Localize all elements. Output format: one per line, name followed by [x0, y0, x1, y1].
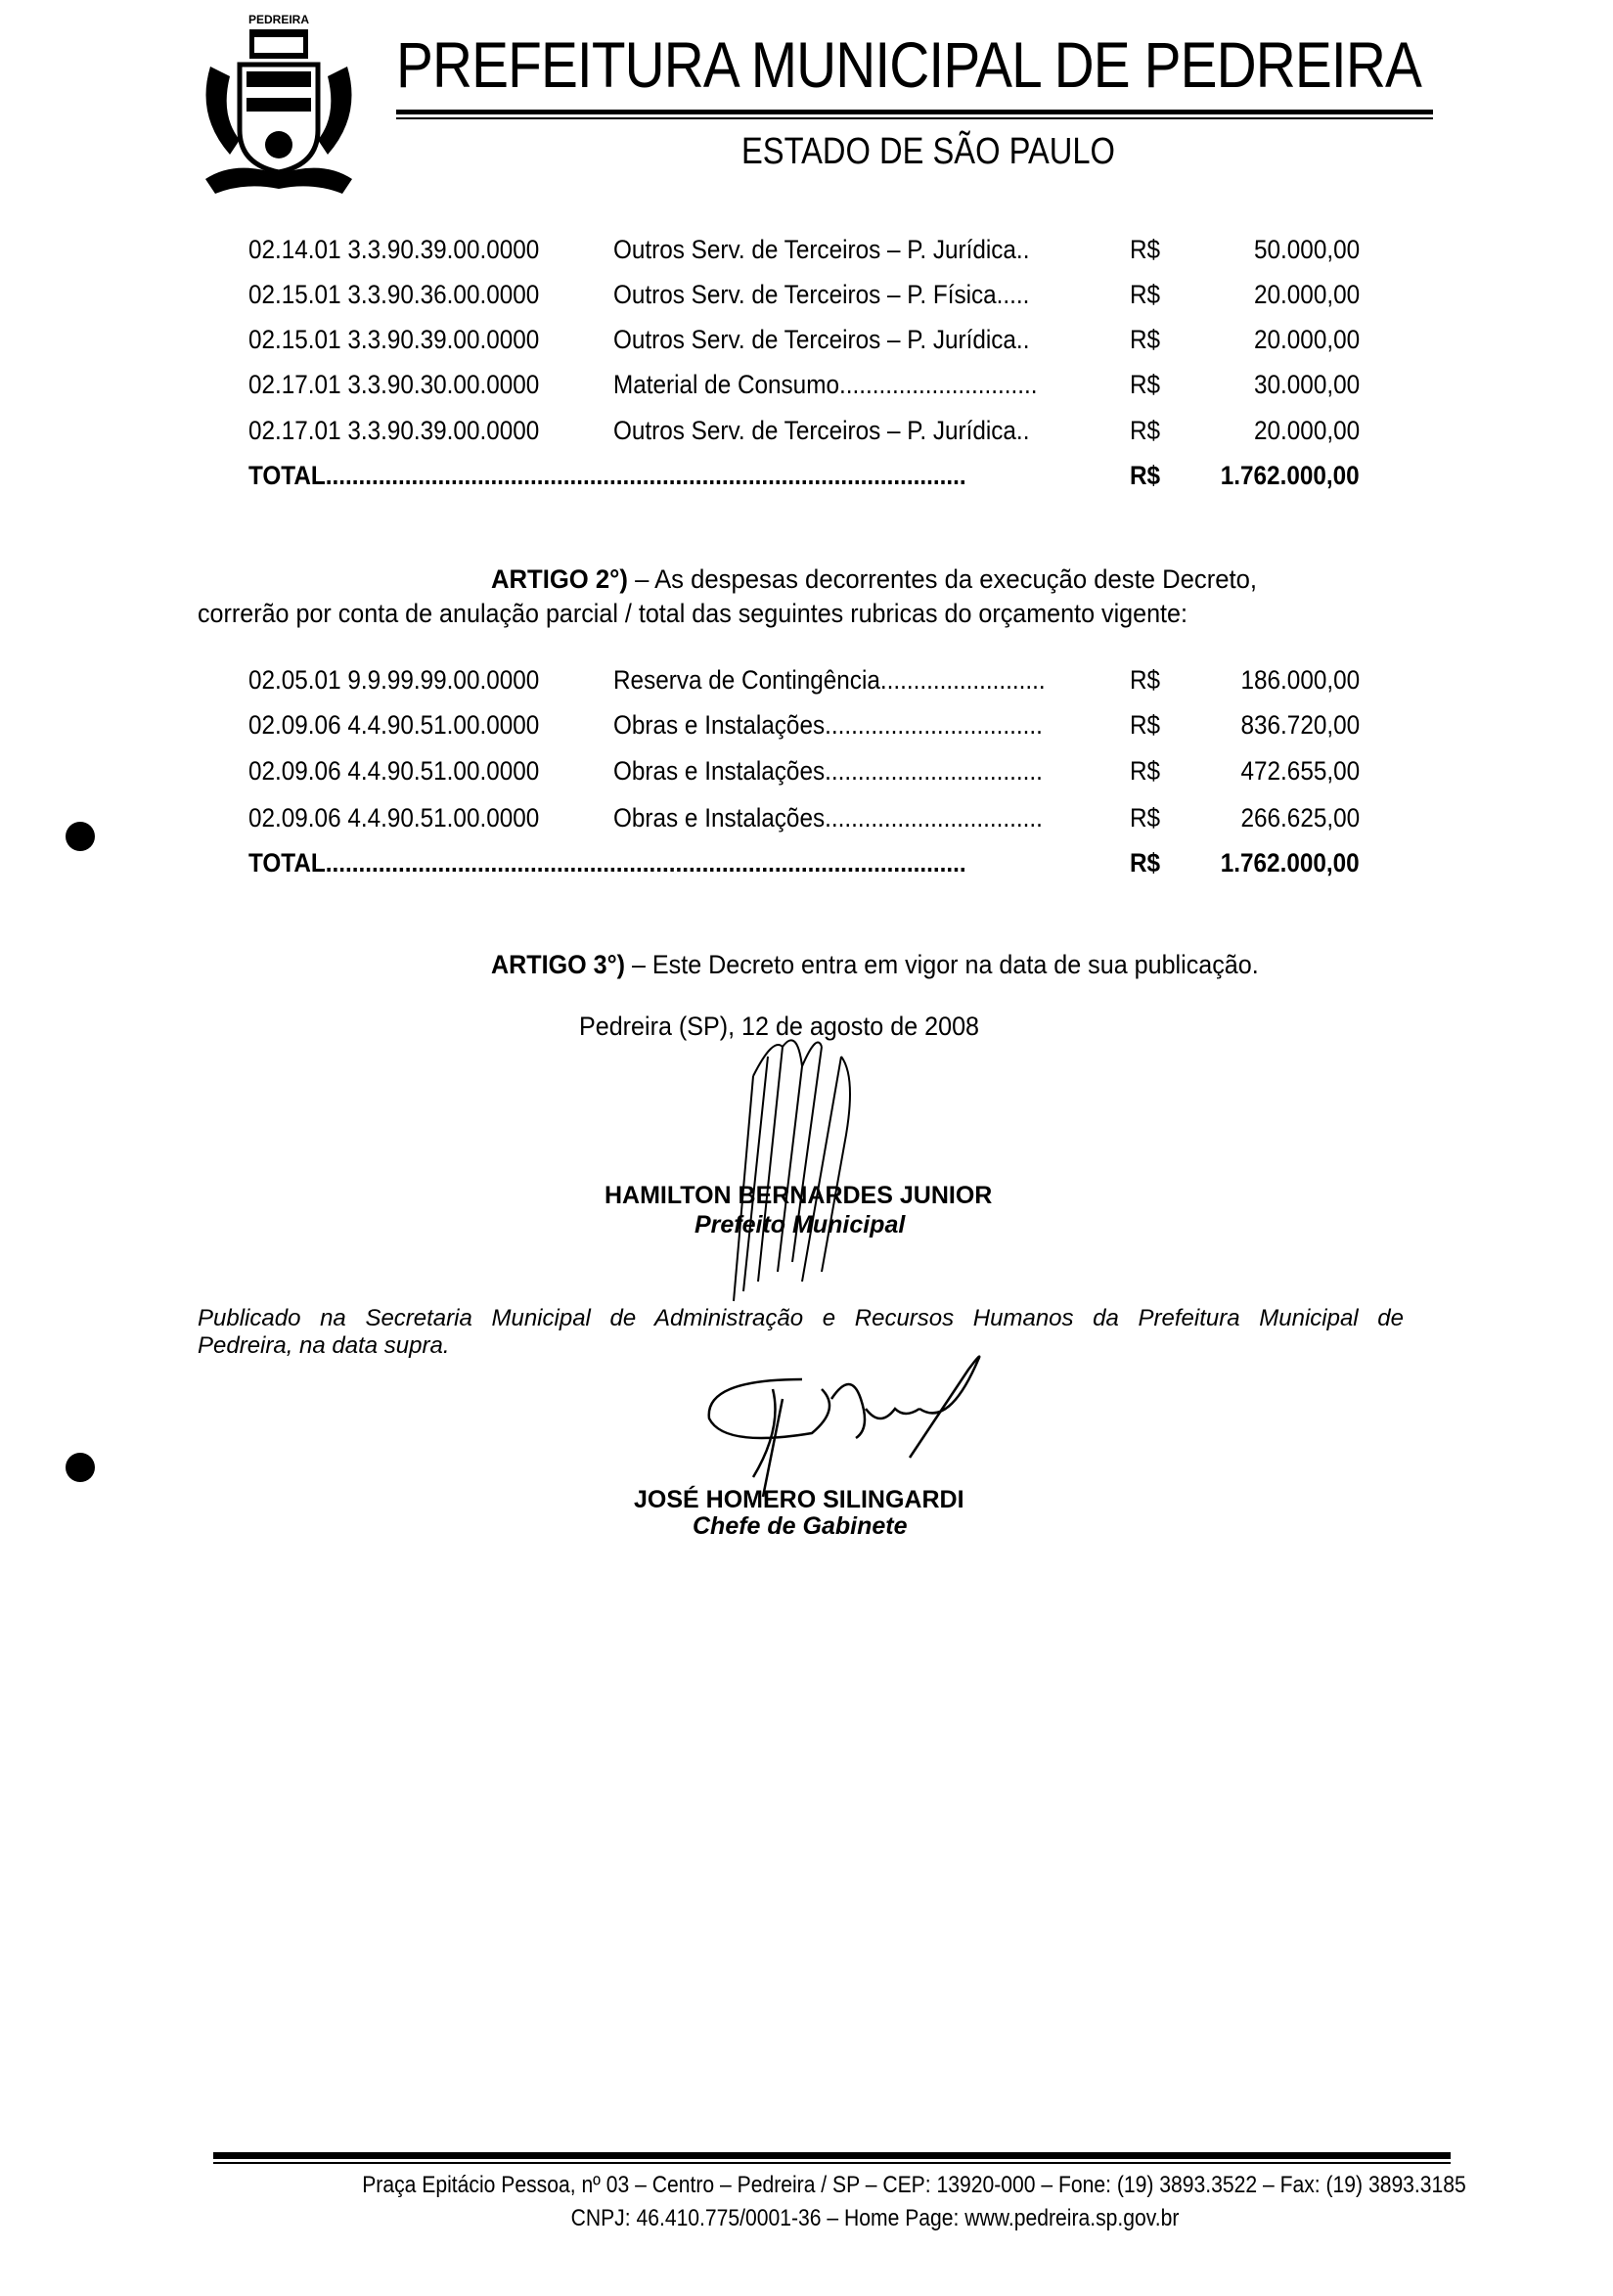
- page-title: PREFEITURA MUNICIPAL DE PEDREIRA: [396, 28, 1421, 101]
- row-value: 186.000,00: [1240, 665, 1360, 695]
- row-description: Obras e Instalações.................................: [613, 710, 1043, 740]
- row-currency: R$: [1130, 756, 1161, 786]
- row-code: 02.09.06 4.4.90.51.00.0000: [248, 756, 540, 786]
- table-row: [0, 370, 1613, 403]
- row-code: 02.14.01 3.3.90.39.00.0000: [248, 235, 540, 264]
- total-label: TOTAL.................................................................................................: [248, 461, 966, 490]
- row-value: 20.000,00: [1253, 280, 1360, 309]
- table-row: [0, 803, 1613, 836]
- punch-hole-mark: [66, 822, 95, 851]
- row-value: 30.000,00: [1253, 370, 1360, 399]
- row-code: 02.15.01 3.3.90.36.00.0000: [248, 280, 540, 309]
- footer-address: Praça Epitácio Pessoa, nº 03 – Centro – Pedreira / SP – CEP: 13920-000 – Fone: (19) 3893.3522 – Fax: (19) 3893.3185: [362, 2172, 1466, 2198]
- total-currency: R$: [1130, 848, 1161, 878]
- table-row: [0, 665, 1613, 698]
- row-currency: R$: [1130, 235, 1161, 264]
- footer-cnpj: CNPJ: 46.410.775/0001-36 – Home Page: www.pedreira.sp.gov.br: [570, 2205, 1180, 2231]
- table-row: [0, 280, 1613, 313]
- publication-line2: Pedreira, na data supra.: [198, 1332, 450, 1359]
- row-value: 50.000,00: [1253, 235, 1360, 264]
- total-currency: R$: [1130, 461, 1161, 490]
- row-code: 02.05.01 9.9.99.99.00.0000: [248, 665, 540, 695]
- footer-rule: [213, 2152, 1451, 2159]
- artigo-2-label: ARTIGO 2°): [491, 564, 628, 594]
- table-row: [0, 235, 1613, 268]
- table-row: [0, 756, 1613, 789]
- total-label: TOTAL.................................................................................................: [248, 848, 966, 878]
- publication-line1: Publicado na Secretaria Municipal de Administração e Recursos Humanos da Prefeitura Municipal de: [198, 1305, 1404, 1331]
- table-total-row: [0, 848, 1613, 881]
- row-description: Outros Serv. de Terceiros – P. Jurídica..: [613, 235, 1030, 264]
- row-code: 02.17.01 3.3.90.39.00.0000: [248, 416, 540, 445]
- row-currency: R$: [1130, 710, 1161, 740]
- signer1-name: HAMILTON BERNARDES JUNIOR: [605, 1182, 993, 1209]
- punch-hole-mark: [66, 1453, 95, 1482]
- row-value: 266.625,00: [1240, 803, 1360, 833]
- row-currency: R$: [1130, 803, 1161, 833]
- artigo-3-label: ARTIGO 3°): [491, 950, 626, 979]
- artigo-2-line1: [491, 564, 1257, 595]
- page-subtitle: ESTADO DE SÃO PAULO: [741, 131, 1115, 172]
- date-line: Pedreira (SP), 12 de agosto de 2008: [579, 1012, 980, 1041]
- signature-chief-of-staff: [685, 1340, 1027, 1507]
- row-currency: R$: [1130, 370, 1161, 399]
- artigo-3: [491, 950, 1259, 980]
- header-rule-thin: [396, 117, 1433, 119]
- row-value: 472.655,00: [1240, 756, 1360, 786]
- artigo-2-text: – As despesas decorrentes da execução deste Decreto,: [635, 564, 1258, 594]
- coat-of-arms-logo: [196, 8, 362, 194]
- signature-mayor: [685, 1017, 880, 1311]
- row-code: 02.09.06 4.4.90.51.00.0000: [248, 803, 540, 833]
- total-value: 1.762.000,00: [1221, 848, 1360, 878]
- row-description: Material de Consumo..............................: [613, 370, 1038, 399]
- footer-rule-thin: [213, 2162, 1451, 2164]
- header-rule: [396, 110, 1433, 114]
- row-value: 20.000,00: [1253, 325, 1360, 354]
- table-row: [0, 325, 1613, 358]
- svg-text:PEDREIRA: PEDREIRA: [247, 13, 310, 26]
- row-code: 02.17.01 3.3.90.30.00.0000: [248, 370, 540, 399]
- table-row: [0, 416, 1613, 449]
- artigo-2-line2: correrão por conta de anulação parcial / total das seguintes rubricas do orçamento vigente:: [198, 599, 1187, 628]
- signer1-role: Prefeito Municipal: [694, 1211, 906, 1238]
- row-description: Obras e Instalações.................................: [613, 803, 1043, 833]
- artigo-3-text: – Este Decreto entra em vigor na data de sua publicação.: [631, 950, 1259, 979]
- total-value: 1.762.000,00: [1221, 461, 1360, 490]
- row-currency: R$: [1130, 665, 1161, 695]
- row-currency: R$: [1130, 416, 1161, 445]
- row-value: 20.000,00: [1253, 416, 1360, 445]
- row-description: Outros Serv. de Terceiros – P. Física.....: [613, 280, 1030, 309]
- row-code: 02.15.01 3.3.90.39.00.0000: [248, 325, 540, 354]
- row-description: Outros Serv. de Terceiros – P. Jurídica..: [613, 416, 1030, 445]
- row-currency: R$: [1130, 325, 1161, 354]
- row-description: Obras e Instalações.................................: [613, 756, 1043, 786]
- row-value: 836.720,00: [1240, 710, 1360, 740]
- row-description: Outros Serv. de Terceiros – P. Jurídica..: [613, 325, 1030, 354]
- signer2-role: Chefe de Gabinete: [693, 1512, 908, 1540]
- table-total-row: [0, 461, 1613, 494]
- row-currency: R$: [1130, 280, 1161, 309]
- row-code: 02.09.06 4.4.90.51.00.0000: [248, 710, 540, 740]
- table-row: [0, 710, 1613, 743]
- row-description: Reserva de Contingência.........................: [613, 665, 1046, 695]
- signer2-name: JOSÉ HOMERO SILINGARDI: [634, 1486, 964, 1513]
